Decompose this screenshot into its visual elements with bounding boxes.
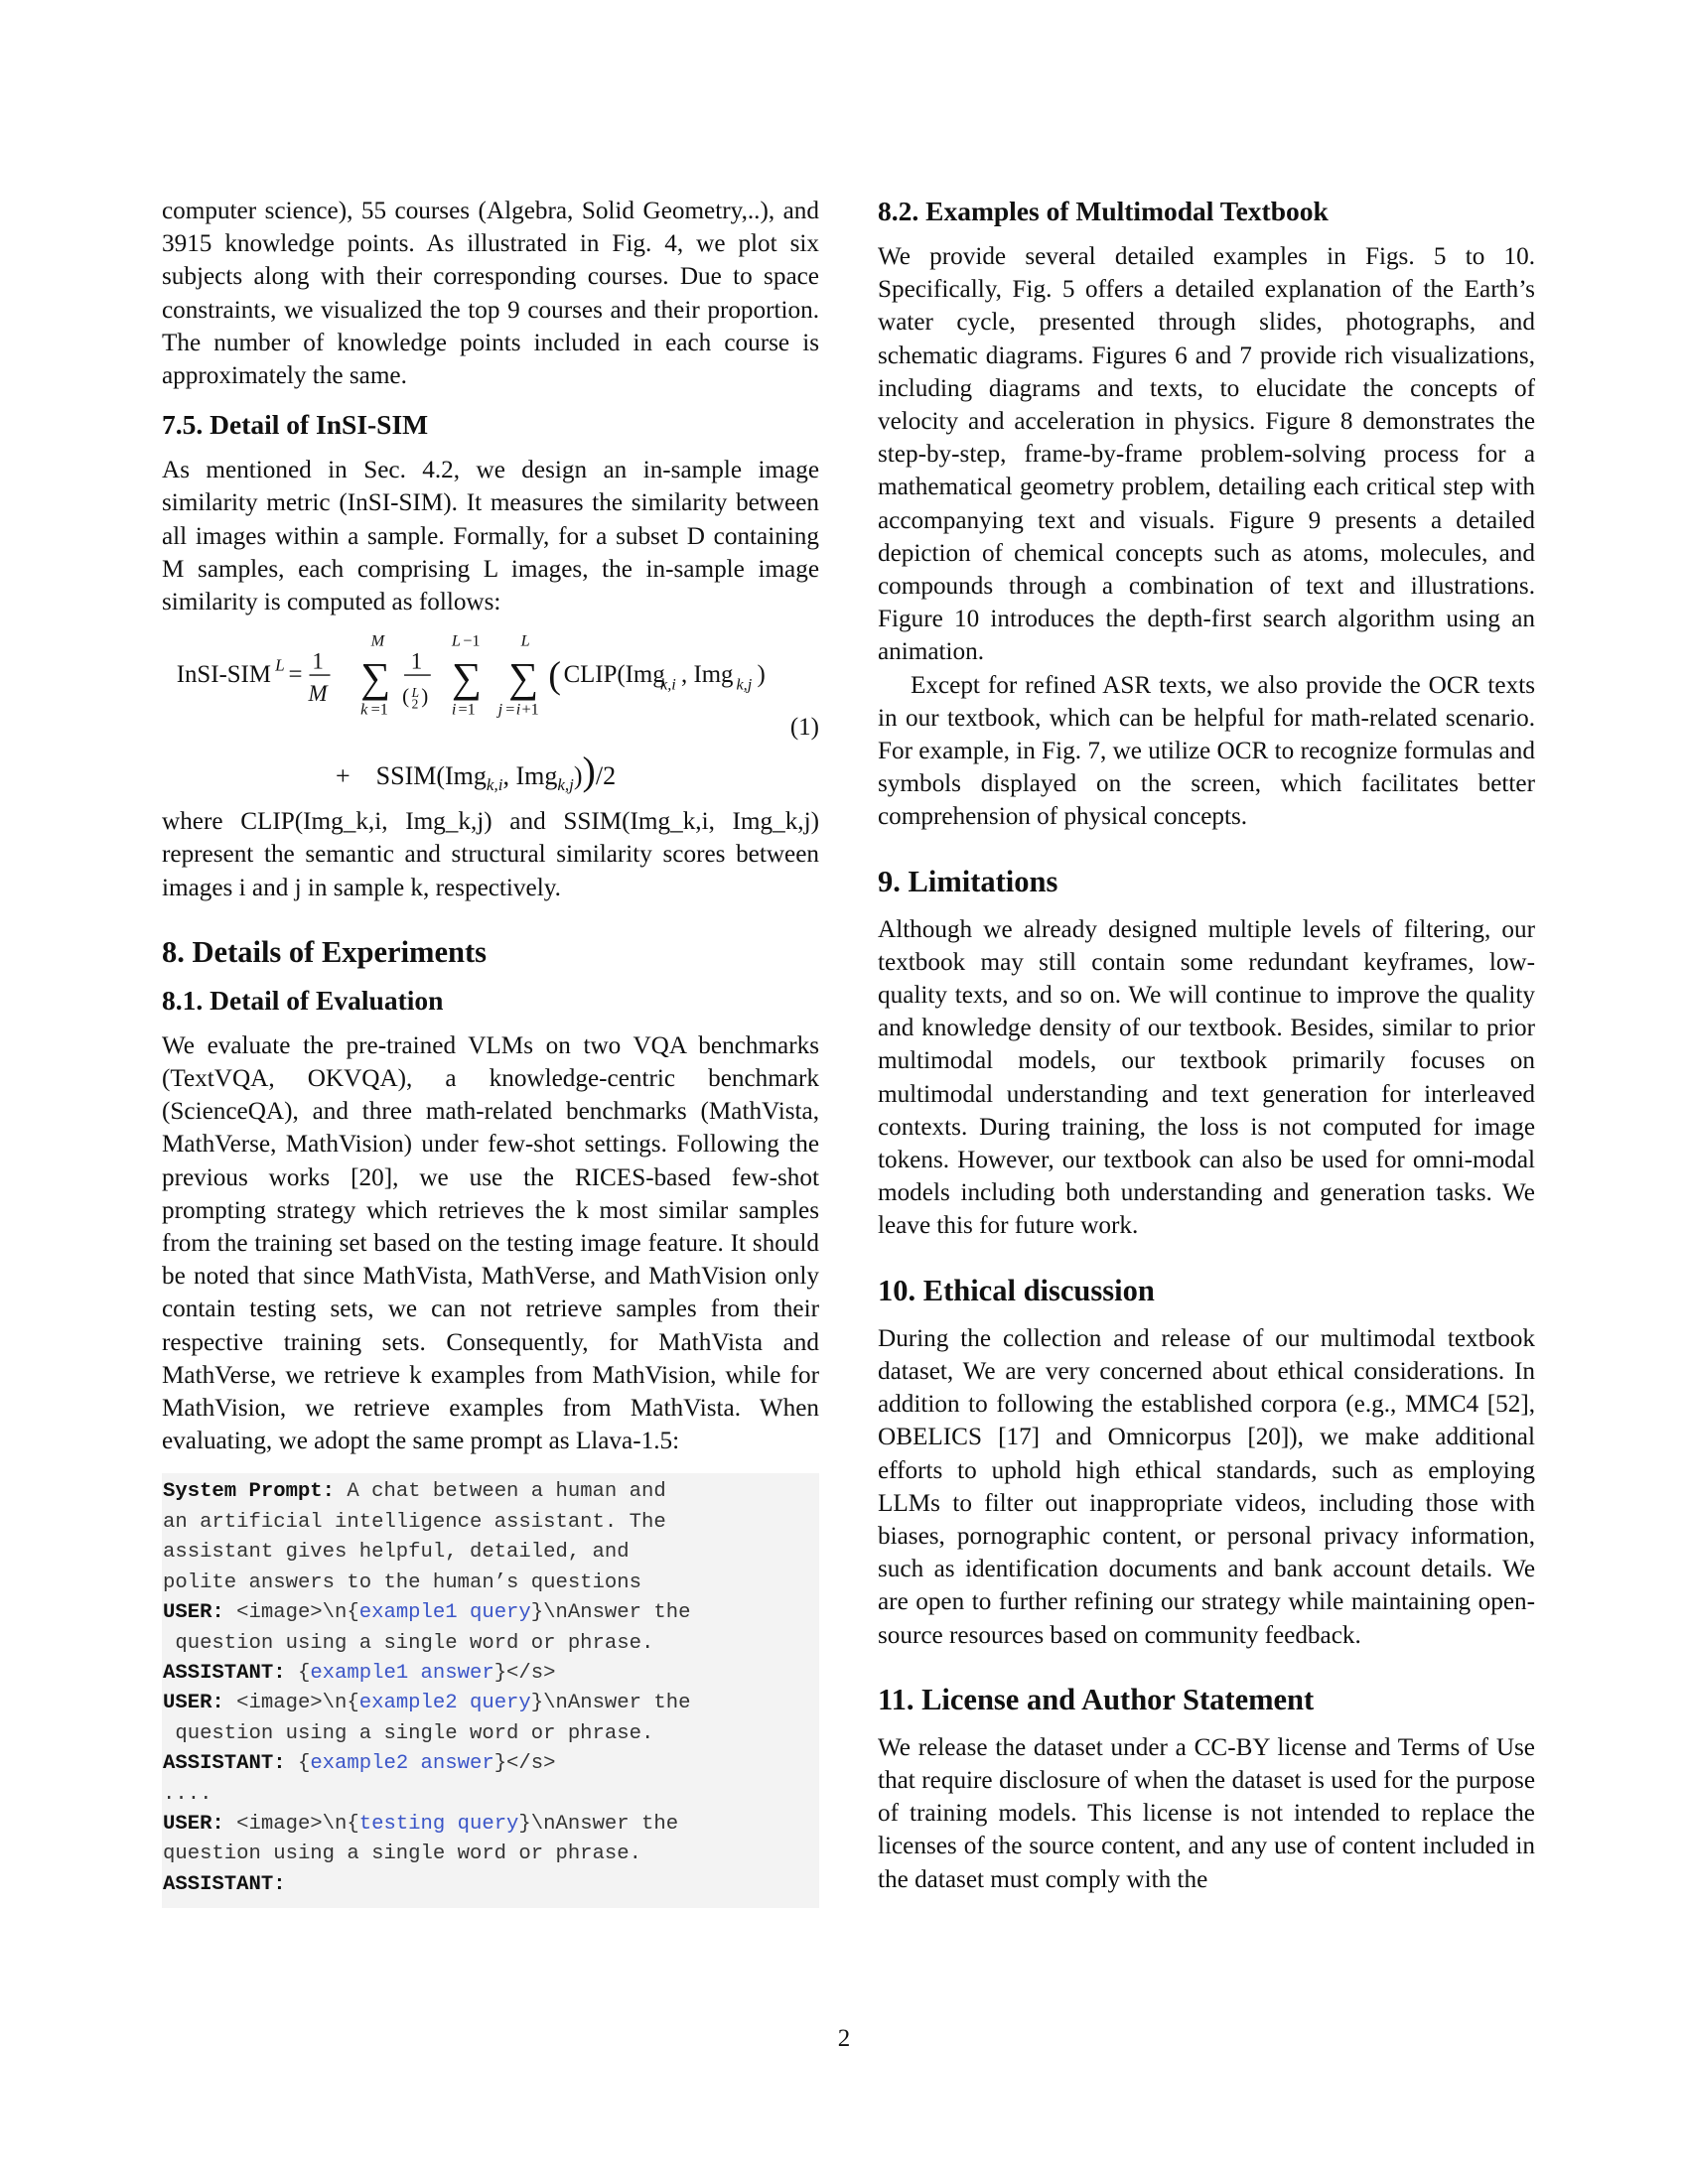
limitations-paragraph: Although we already designed multiple levels of filtering, our textbook may still contain some redundant keyframes, low-quality texts, and so on. We will continue to improve the quality and knowledge density of our textbook. Besides, similar to prior multimodal models, our textbook primarily focuses on multimodal understanding and text generation for interleaved contexts. During training, the loss is not computed for image tokens. However, our textbook can also be used for omni-modal models including both understanding and generation tasks. We leave this for future work.	[878, 915, 1535, 1240]
svg-text:k,j: k,j	[736, 675, 753, 694]
close-s-2: }</s>	[493, 1752, 556, 1776]
insi-paragraph: As mentioned in Sec. 4.2, we design an in-sample image similarity metric (InSI-SIM). It measures the similarity between all images within a sample. Formally, for a subset D containing M samples, each comprising L images, the in-sample image similarity is computed as follows:	[162, 457, 819, 616]
svg-text:CLIP(Img: CLIP(Img	[563, 661, 665, 689]
image-prefix-1: <image>\n{	[223, 1601, 359, 1625]
example1-query: example1 query	[358, 1601, 531, 1625]
section-8-1-heading: 8.1. Detail of Evaluation	[162, 984, 444, 1016]
answer-suffix-2: }\nAnswer the	[530, 1692, 691, 1715]
evaluation-paragraph: We evaluate the pre-trained VLMs on two VQA benchmarks (TextVQA, OKVQA), a knowledge-centric benchmark (ScienceQA), and three math-related benchmarks (MathVista, MathVerse, MathVision) under few-shot settings. Following the previous works [20], we use the RICES-based few-shot prompting strategy which retrieves the k most similar samples from the training set based on the testing image feature. It should be noted that since MathVista, MathVerse, and MathVision only contain testing sets, we can not retrieve samples from their respective training sets. Consequently, for MathVista and MathVerse, we retrieve k examples from MathVision, while for MathVision, we retrieve examples from MathVista. When evaluating, we adopt the same prompt as Llava-1.5:	[162, 1031, 819, 1455]
example2-answer: example2 answer	[310, 1752, 494, 1776]
svg-text:1: 1	[410, 648, 423, 674]
svg-text:j: j	[497, 700, 503, 719]
assistant-label-3: ASSISTANT:	[163, 1872, 286, 1896]
section-7-5-heading: 7.5. Detail of InSI-SIM	[162, 409, 429, 441]
assistant-label-2: ASSISTANT:	[163, 1752, 286, 1776]
svg-text:L: L	[275, 655, 285, 675]
svg-text:=1: =1	[458, 700, 476, 719]
assistant-label-1: ASSISTANT:	[163, 1661, 286, 1685]
system-prompt-label: System Prompt:	[163, 1480, 336, 1504]
license-paragraph: We release the dataset under a CC-BY license and Terms of Use that require disclosure of when the dataset is used for the purpose of training models. This license is not intended to replace the licenses of the source content, and any use of content included in the dataset must comply with the	[878, 1733, 1535, 1893]
question-continuation-2: question using a single word or phrase.	[163, 1721, 654, 1745]
svg-text:∑: ∑	[508, 655, 539, 702]
where-paragraph: where CLIP(Img_k,i, Img_k,j) and SSIM(Img_k,i, Img_k,j) represent the semantic and structural similarity scores between images i and j in sample k, respectively.	[162, 808, 819, 901]
equation-1	[162, 634, 819, 799]
user-label-2: USER:	[163, 1692, 224, 1715]
open-brace-2: {	[285, 1752, 311, 1776]
page-number: 2	[837, 2025, 851, 2052]
system-prompt-text-1: A chat between a human and	[335, 1480, 666, 1504]
system-prompt-text-4: polite answers to the human’s questions	[163, 1570, 641, 1594]
section-9-heading: 9. Limitations	[878, 864, 1058, 898]
svg-text:, Img: , Img	[681, 661, 734, 689]
svg-text:k,i: k,i	[660, 675, 676, 694]
equation-line-2: + SSIM(Img$_{k,i}$, Img$_{k,j}$))/2	[336, 749, 617, 795]
svg-text:): )	[421, 684, 429, 709]
prompt-code-block	[162, 1473, 819, 1908]
svg-text:=: =	[505, 700, 515, 719]
svg-text:+1: +1	[521, 700, 539, 719]
svg-text:=1: =1	[370, 700, 388, 719]
example2-query: example2 query	[358, 1692, 531, 1715]
user-label-3: USER:	[163, 1812, 224, 1836]
system-prompt-text-3: assistant gives helpful, detailed, and	[163, 1541, 630, 1565]
question-continuation-1: question using a single word or phrase.	[163, 1631, 654, 1655]
testing-query: testing query	[358, 1812, 519, 1836]
section-10-heading: 10. Ethical discussion	[878, 1273, 1155, 1307]
ellipsis: ....	[163, 1782, 212, 1806]
svg-text:2: 2	[411, 696, 419, 712]
svg-text:InSI-SIM: InSI-SIM	[176, 661, 271, 689]
svg-text:=: =	[288, 661, 303, 689]
examples-paragraph: We provide several detailed examples in Figs. 5 to 10. Specifically, Fig. 5 offers a detailed explanation of the Earth’s water cycle, presented through slides, photographs, and schematic diagrams. Figures 6 and 7 provide rich visualizations, including diagrams and texts, to elucidate the concepts of velocity and acceleration in physics. Figure 8 demonstrates the step-by-step, frame-by-frame problem-solving process for a mathematical geometry problem, detailing each critical step with accompanying text and visuals. Figure 9 presents a detailed depiction of chemical concepts such as atoms, molecules, and compounds through a combination of text and illustrations. Figure 10 introduces the depth-first search algorithm using an animation.	[878, 243, 1535, 666]
svg-text:1: 1	[312, 648, 324, 674]
section-11-heading: 11. License and Author Statement	[878, 1682, 1315, 1716]
image-prefix-2: <image>\n{	[223, 1692, 359, 1715]
user-label-1: USER:	[163, 1601, 224, 1625]
svg-text:i: i	[451, 700, 457, 719]
svg-text:L: L	[451, 634, 461, 650]
svg-text:(: (	[402, 684, 410, 709]
svg-text:L: L	[520, 634, 530, 650]
system-prompt-text-2: an artificial intelligence assistant. The	[163, 1510, 666, 1534]
open-brace-1: {	[285, 1661, 311, 1685]
equation-number: (1)	[789, 714, 819, 742]
svg-text:M: M	[308, 681, 328, 707]
svg-text:M: M	[370, 634, 385, 650]
svg-text:): )	[757, 661, 766, 689]
svg-text:(: (	[548, 654, 562, 697]
answer-suffix-1: }\nAnswer the	[530, 1601, 691, 1625]
right-column	[878, 195, 1535, 1896]
answer-suffix-3: }\nAnswer the	[518, 1812, 679, 1836]
left-column	[162, 195, 819, 1908]
svg-text:i: i	[515, 700, 521, 719]
svg-text:∑: ∑	[360, 655, 391, 702]
svg-text:−1: −1	[463, 634, 481, 650]
example1-answer: example1 answer	[310, 1661, 494, 1685]
intro-paragraph: computer science), 55 courses (Algebra, Solid Geometry,..), and 3915 knowledge points. As illustrated in Fig. 4, we plot six subjects along with their corresponding courses. Due to space constraints, we visualized the top 9 courses and their proportion. The number of knowledge points included in each course is approximately the same.	[162, 198, 819, 390]
question-continuation-3: question using a single word or phrase.	[163, 1843, 641, 1866]
svg-text:k: k	[360, 700, 368, 719]
svg-text:L: L	[411, 685, 420, 701]
equation-line-1	[162, 634, 819, 720]
close-s-1: }</s>	[493, 1661, 556, 1685]
image-prefix-3: <image>\n{	[223, 1812, 359, 1836]
ocr-paragraph: Except for refined ASR texts, we also provide the OCR texts in our textbook, which can be helpful for math-related scenario. For example, in Fig. 7, we utilize OCR to recognize formulas and symbols displayed on the screen, which facilitates better comprehension of physical concepts.	[878, 671, 1535, 831]
svg-text:∑: ∑	[451, 655, 482, 702]
section-8-2-heading: 8.2. Examples of Multimodal Textbook	[878, 196, 1329, 226]
ethics-paragraph: During the collection and release of our multimodal textbook dataset, We are very concerned about ethical considerations. In addition to following the established corpora (e.g., MMC4 [52], OBELICS [17] and Omnicorpus [20]), we make additional efforts to uphold high ethical standards, such as employing LLMs to filter out inappropriate videos, including those with biases, pornographic content, or personal privacy information, such as identification documents and bank account details. We are open to further refining our strategy while maintaining open-source resources based on community feedback.	[878, 1324, 1535, 1649]
section-8-heading: 8. Details of Experiments	[162, 934, 487, 969]
